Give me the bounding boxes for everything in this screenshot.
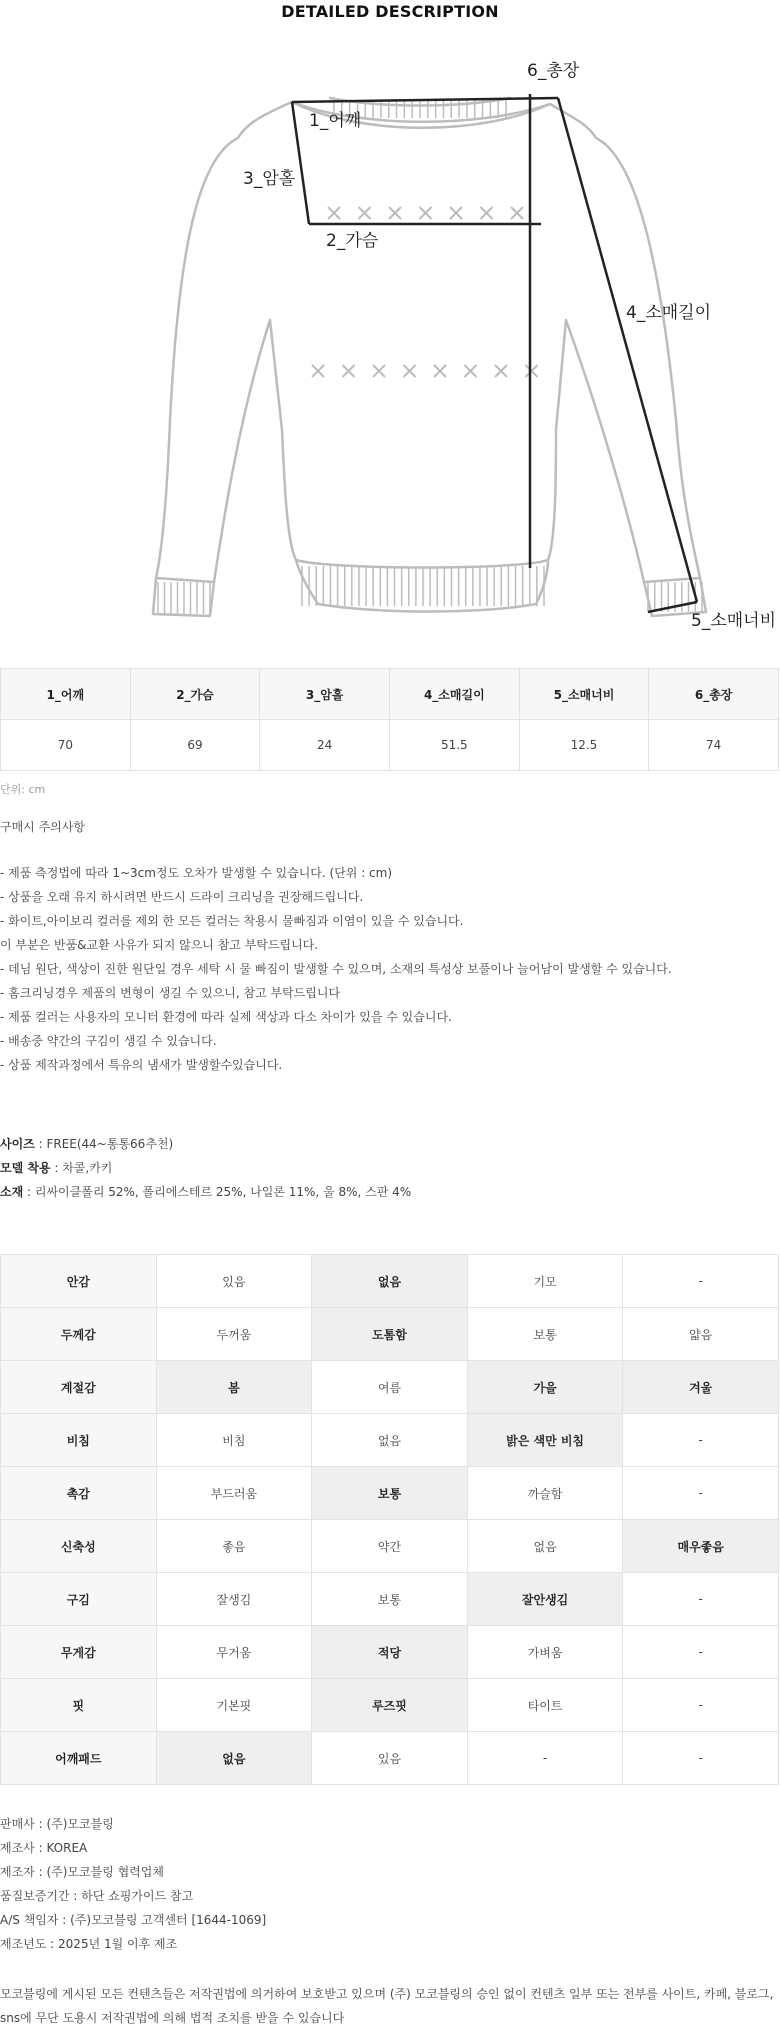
attribute-row bbox=[1, 1414, 779, 1467]
attribute-option-cell: - bbox=[623, 1467, 779, 1520]
attribute-option-cell: 여름 bbox=[312, 1361, 468, 1414]
attribute-option-cell: 부드러움 bbox=[156, 1467, 312, 1520]
info-line: 제조사 : KOREA bbox=[0, 1841, 88, 1855]
page-title: DETAILED DESCRIPTION bbox=[281, 2, 499, 21]
attribute-option-cell: 두꺼움 bbox=[156, 1308, 312, 1361]
attribute-table bbox=[0, 1254, 779, 1785]
notice-line: - 제품 측정법에 따라 1~3cm정도 오차가 발생할 수 있습니다. (단위 : cm) bbox=[0, 866, 393, 880]
attribute-row bbox=[1, 1626, 779, 1679]
notice-line: - 제품 컬러는 사용자의 모니터 환경에 따라 실제 색상과 다소 차이가 있을 수 있습니다. bbox=[0, 1010, 452, 1024]
attribute-option-cell: 보통 bbox=[312, 1573, 468, 1626]
spec-material-value: : 리싸이클폴리 52%, 폴리에스테르 25%, 나일론 11%, 울 8%, 스판 4% bbox=[23, 1185, 412, 1199]
spec-material-label: 소재 bbox=[0, 1185, 24, 1199]
attribute-option-cell: - bbox=[623, 1414, 779, 1467]
attribute-row bbox=[1, 1467, 779, 1520]
notice-line: - 화이트,아이보리 컬러를 제외 한 모든 컬러는 착용시 물빠짐과 이염이 있을 수 있습니다. bbox=[0, 914, 464, 928]
attribute-name-cell: 촉감 bbox=[1, 1467, 157, 1520]
label-chest: 2_가슴 bbox=[326, 231, 379, 251]
sweater-measurement-diagram bbox=[0, 40, 780, 640]
attribute-name-cell: 안감 bbox=[1, 1255, 157, 1308]
attribute-option-cell: 비침 bbox=[156, 1414, 312, 1467]
attribute-option-cell: 보통 bbox=[312, 1467, 468, 1520]
attribute-option-cell: 까슬함 bbox=[467, 1467, 623, 1520]
spec-material bbox=[0, 1180, 411, 1204]
size-header-cell: 1_어깨 bbox=[1, 669, 131, 720]
size-table bbox=[0, 668, 779, 771]
purchase-notice bbox=[0, 818, 672, 1077]
attribute-option-cell: 없음 bbox=[312, 1414, 468, 1467]
size-header-cell: 4_소매길이 bbox=[389, 669, 519, 720]
attribute-name-cell: 신축성 bbox=[1, 1520, 157, 1573]
attribute-option-cell: 없음 bbox=[156, 1732, 312, 1785]
attribute-option-cell: 좋음 bbox=[156, 1520, 312, 1573]
attribute-option-cell: - bbox=[623, 1255, 779, 1308]
attribute-option-cell: 가벼움 bbox=[467, 1626, 623, 1679]
attribute-option-cell: 있음 bbox=[156, 1255, 312, 1308]
notice-line: - 배송중 약간의 구김이 생길 수 있습니다. bbox=[0, 1034, 217, 1048]
size-value-cell: 74 bbox=[649, 720, 779, 771]
attribute-option-cell: 타이트 bbox=[467, 1679, 623, 1732]
size-header-cell: 3_암홀 bbox=[260, 669, 390, 720]
attribute-name-cell: 비침 bbox=[1, 1414, 157, 1467]
attribute-option-cell: - bbox=[623, 1626, 779, 1679]
attribute-row bbox=[1, 1679, 779, 1732]
attribute-name-cell: 두께감 bbox=[1, 1308, 157, 1361]
attribute-option-cell: - bbox=[623, 1573, 779, 1626]
attribute-row bbox=[1, 1732, 779, 1785]
spec-size bbox=[0, 1132, 411, 1156]
attribute-option-cell: 있음 bbox=[312, 1732, 468, 1785]
attribute-option-cell: 보통 bbox=[467, 1308, 623, 1361]
spec-model-label: 모델 착용 bbox=[0, 1161, 51, 1175]
attribute-option-cell: - bbox=[623, 1732, 779, 1785]
attribute-row bbox=[1, 1573, 779, 1626]
attribute-option-cell: 가을 bbox=[467, 1361, 623, 1414]
notice-line: 이 부분은 반품&교환 사유가 되지 않으니 참고 부탁드립니다. bbox=[0, 938, 319, 952]
seller-info bbox=[0, 1812, 266, 1956]
notice-line: - 홈크리닝경우 제품의 변형이 생길 수 있으니, 참고 부탁드립니다 bbox=[0, 986, 341, 1000]
attribute-option-cell: 도톰함 bbox=[312, 1308, 468, 1361]
attribute-name-cell: 어깨패드 bbox=[1, 1732, 157, 1785]
label-shoulder: 1_어깨 bbox=[309, 111, 362, 131]
attribute-option-cell: 잘안생김 bbox=[467, 1573, 623, 1626]
attribute-option-cell: 봄 bbox=[156, 1361, 312, 1414]
attribute-option-cell: 잘생김 bbox=[156, 1573, 312, 1626]
attribute-option-cell: 기본핏 bbox=[156, 1679, 312, 1732]
label-sleeve-length: 4_소매길이 bbox=[626, 303, 712, 323]
size-header-row bbox=[1, 669, 779, 720]
info-line: A/S 책임자 : (주)모코블링 고객센터 [1644-1069] bbox=[0, 1913, 267, 1927]
spec-model bbox=[0, 1156, 411, 1180]
attribute-option-cell: 없음 bbox=[467, 1520, 623, 1573]
info-line: 판매사 : (주)모코블링 bbox=[0, 1817, 114, 1831]
attribute-option-cell: 얇음 bbox=[623, 1308, 779, 1361]
size-value-row bbox=[1, 720, 779, 771]
label-total-length: 6_총장 bbox=[527, 61, 580, 81]
notice-title: 구매시 주의사항 bbox=[0, 820, 85, 834]
attribute-option-cell: 루즈핏 bbox=[312, 1679, 468, 1732]
attribute-option-cell: 매우좋음 bbox=[623, 1520, 779, 1573]
size-header-cell: 6_총장 bbox=[649, 669, 779, 720]
info-line: 품질보증기간 : 하단 쇼핑가이드 참고 bbox=[0, 1889, 194, 1903]
size-value-cell: 12.5 bbox=[519, 720, 649, 771]
attribute-option-cell: 무거움 bbox=[156, 1626, 312, 1679]
attribute-option-cell: 적당 bbox=[312, 1626, 468, 1679]
size-value-cell: 69 bbox=[130, 720, 260, 771]
attribute-row bbox=[1, 1520, 779, 1573]
copyright-notice: 모코블링에 게시된 모든 컨텐츠들은 저작권법에 의거하여 보호받고 있으며 (주) 모코블링의 승인 없이 컨텐츠 일부 또는 전부를 사이트, 카페, 블로그, sns에 무단 도용시 저작권법에 의해 법적 조치를 받을 수 있습니다 bbox=[0, 1987, 774, 2025]
attribute-row bbox=[1, 1255, 779, 1308]
attribute-row bbox=[1, 1308, 779, 1361]
attribute-name-cell: 핏 bbox=[1, 1679, 157, 1732]
unit-note: 단위: cm bbox=[0, 783, 46, 796]
label-sleeve-width: 5_소매너비 bbox=[691, 611, 777, 631]
attribute-option-cell: 약간 bbox=[312, 1520, 468, 1573]
product-spec bbox=[0, 1132, 411, 1204]
attribute-option-cell: 기모 bbox=[467, 1255, 623, 1308]
size-header-cell: 2_가슴 bbox=[130, 669, 260, 720]
attribute-option-cell: 없음 bbox=[312, 1255, 468, 1308]
spec-size-value: : FREE(44~통통66추천) bbox=[34, 1137, 174, 1151]
notice-line: - 데님 원단, 색상이 진한 원단일 경우 세탁 시 물 빠짐이 발생할 수 있으며, 소재의 특성상 보풀이나 늘어남이 발생할 수 있습니다. bbox=[0, 962, 672, 976]
size-header-cell: 5_소매너비 bbox=[519, 669, 649, 720]
attribute-name-cell: 구김 bbox=[1, 1573, 157, 1626]
notice-line: - 상품을 오래 유지 하시려면 반드시 드라이 크리닝을 권장해드립니다. bbox=[0, 890, 364, 904]
spec-size-label: 사이즈 bbox=[0, 1137, 35, 1151]
size-value-cell: 70 bbox=[1, 720, 131, 771]
size-value-cell: 24 bbox=[260, 720, 390, 771]
attribute-name-cell: 무게감 bbox=[1, 1626, 157, 1679]
label-armhole: 3_암홀 bbox=[243, 169, 296, 189]
attribute-option-cell: 밝은 색만 비침 bbox=[467, 1414, 623, 1467]
attribute-name-cell: 계절감 bbox=[1, 1361, 157, 1414]
info-line: 제조자 : (주)모코블링 협력업체 bbox=[0, 1865, 164, 1879]
attribute-row bbox=[1, 1361, 779, 1414]
attribute-option-cell: 겨울 bbox=[623, 1361, 779, 1414]
spec-model-value: : 차콜,카키 bbox=[50, 1161, 113, 1175]
size-value-cell: 51.5 bbox=[389, 720, 519, 771]
attribute-option-cell: - bbox=[467, 1732, 623, 1785]
notice-line: - 상품 제작과정에서 특유의 냄새가 발생할수있습니다. bbox=[0, 1058, 283, 1072]
info-line: 제조년도 : 2025년 1월 이후 제조 bbox=[0, 1937, 178, 1951]
attribute-option-cell: - bbox=[623, 1679, 779, 1732]
